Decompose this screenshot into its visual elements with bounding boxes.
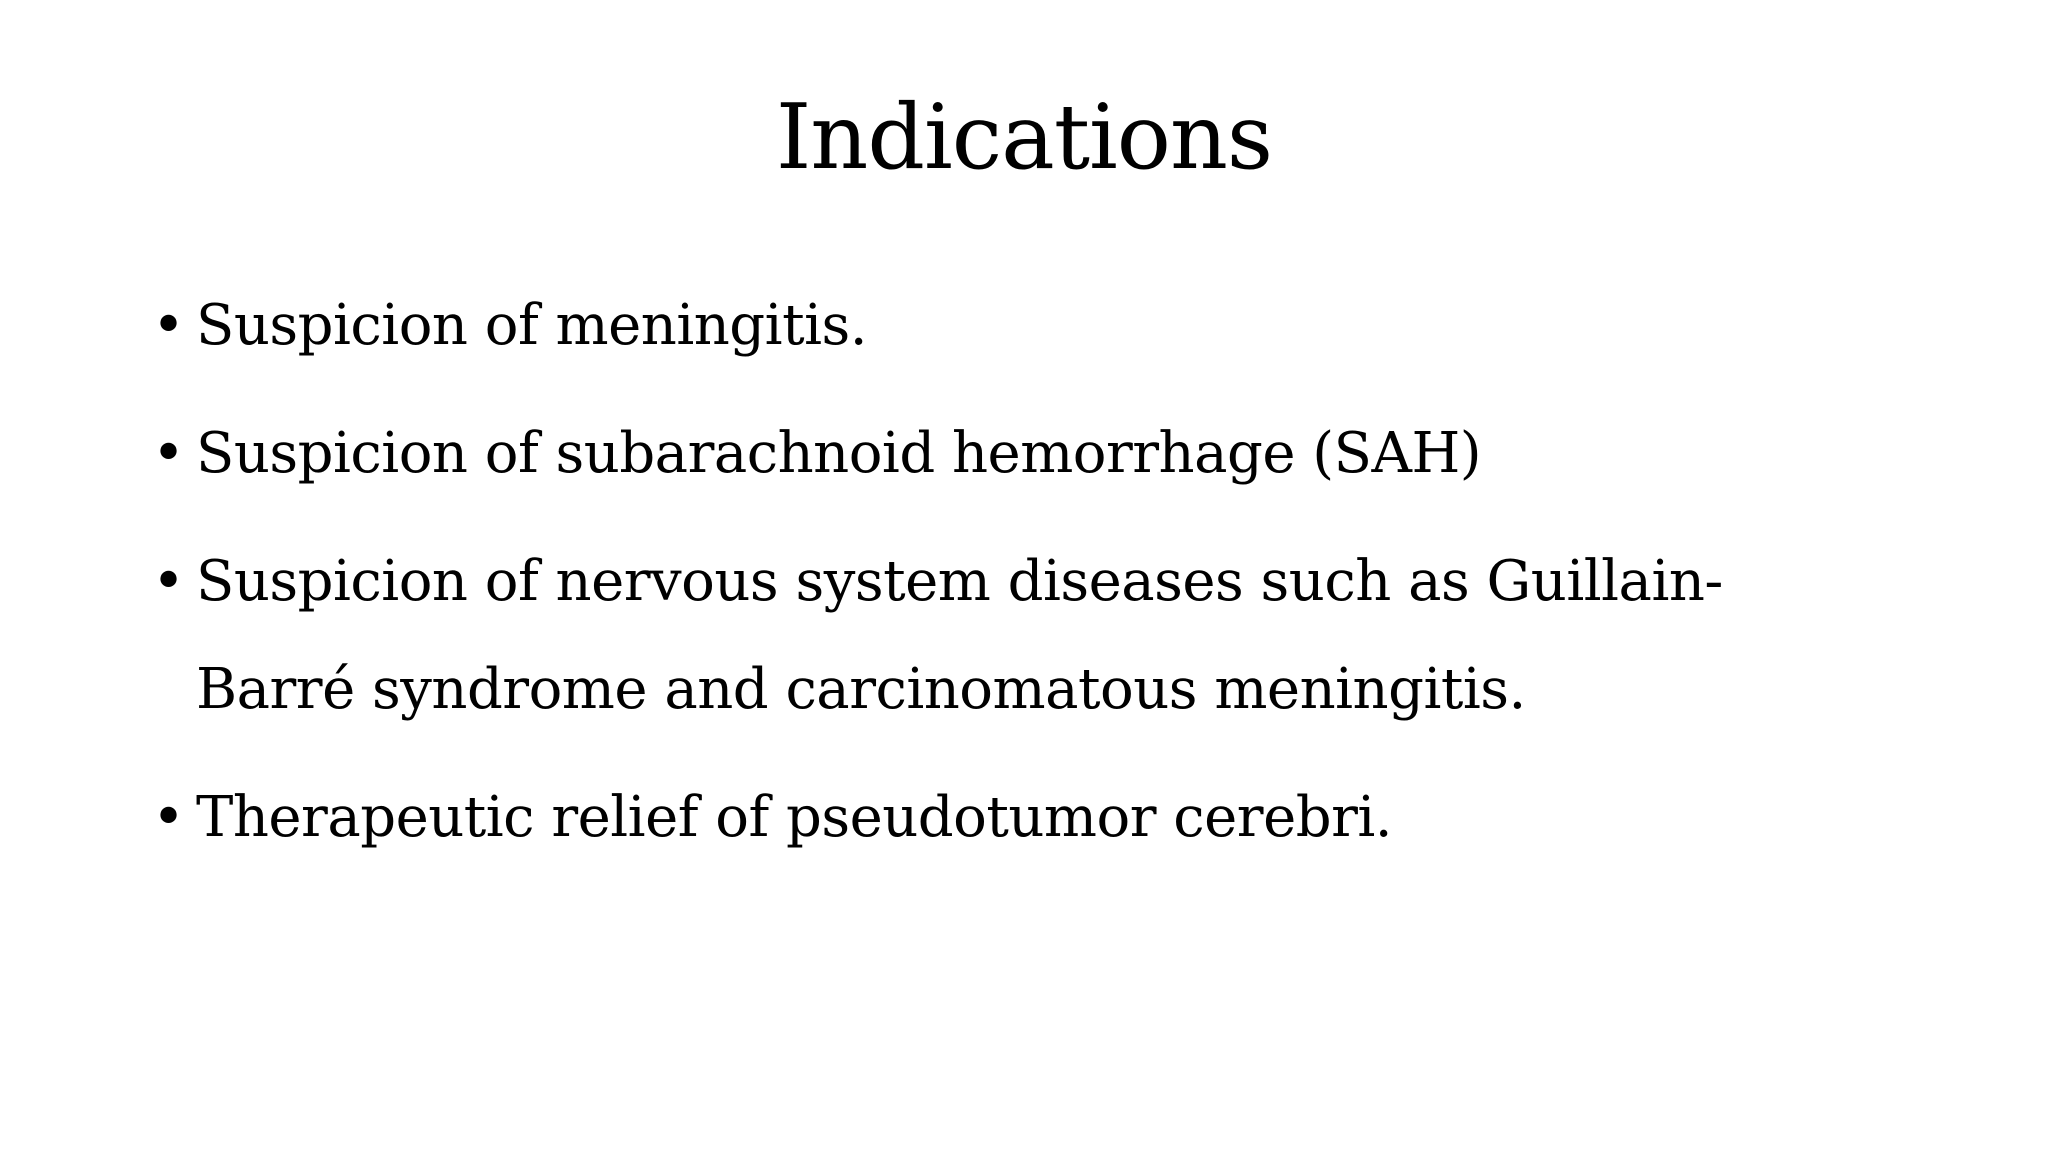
bullet-item (152, 272, 1872, 380)
bullet-item (152, 764, 1872, 872)
bullet-item (152, 400, 1872, 508)
bullet-icon: • (152, 293, 185, 358)
bullet-text: Suspicion of meningitis. (196, 293, 868, 358)
bullet-text: Suspicion of nervous system diseases such as Guillain-Barré syndrome and carcinomatous meningitis. (196, 549, 1723, 722)
slide-title: Indications (775, 85, 1273, 190)
bullet-icon: • (152, 549, 185, 614)
bullet-icon: • (152, 785, 185, 850)
bullet-text: Suspicion of subarachnoid hemorrhage (SAH) (196, 421, 1482, 486)
bullet-list (152, 272, 1872, 892)
bullet-icon: • (152, 421, 185, 486)
bullet-text: Therapeutic relief of pseudotumor cerebri. (196, 785, 1393, 850)
bullet-item (152, 528, 1872, 744)
